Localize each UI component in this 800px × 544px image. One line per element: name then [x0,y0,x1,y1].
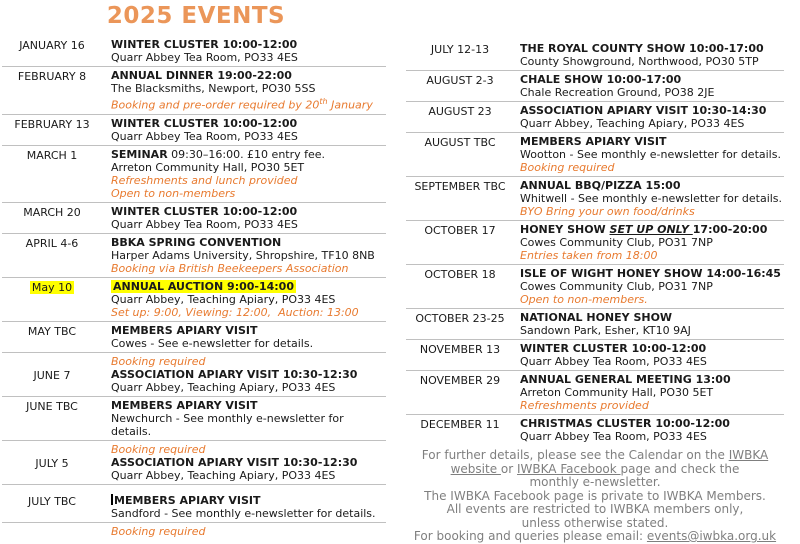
event-details [102,280,386,319]
footer-line: unless otherwise stated. [521,515,669,530]
event-details [102,324,386,350]
event-details [514,223,784,262]
event-date: NOVEMBER 13 [419,343,501,356]
event-title-emphasis: SET UP ONLY [609,223,693,236]
event-venue: Whitwell - See monthly e-newsletter for details. [520,192,783,205]
event-details [514,179,784,218]
footer-info [406,449,784,544]
event-date: SEPTEMBER TBC [414,180,506,193]
event-title: MEMBERS APIARY VISIT [111,398,258,412]
event-venue: Arreton Community Hall, PO30 5ET [111,160,305,174]
event-row-august-tbc [406,132,784,176]
event-details [102,456,386,482]
highlighted-date: May 10 [31,280,73,294]
footer-text: For further details, please see the Calendar on the [421,448,729,462]
event-row-august-2-3 [406,70,784,101]
event-details [102,236,386,275]
event-date: JULY 5 [35,456,69,470]
event-date [2,280,102,319]
event-details [514,373,784,412]
event-venue: Newchurch - See monthly e-newsletter for details. [111,411,344,438]
iwbka-website-link[interactable]: website [450,461,501,476]
event-title-detail: 09:30–16:00. £10 entry fee. [167,147,326,161]
event-details [102,205,386,231]
event-note: Booking required [520,161,615,174]
event-date: AUGUST 2-3 [426,74,494,87]
event-details [102,69,386,112]
event-title: ISLE OF WIGHT HONEY SHOW 14:00-16:45 [520,267,781,280]
event-date: OCTOBER 17 [424,224,496,237]
event-venue: Cowes - See e-newsletter for details. [111,336,314,350]
event-title-text: 17:00-20:00 [692,223,768,236]
event-date: FEBRUARY 13 [14,117,90,131]
event-venue: Arreton Community Hall, PO30 5ET [520,386,714,399]
event-date: FEBRUARY 8 [17,70,87,83]
event-row-july-12-13 [406,40,784,70]
event-details [102,368,386,394]
event-title [520,223,784,236]
event-title [111,280,386,293]
event-row-september-tbc [406,176,784,220]
event-date: JULY TBC [28,494,76,508]
event-date: JUNE TBC [26,399,78,413]
event-note: Open to non-members [111,186,236,200]
event-note: Refreshments and lunch provided [111,173,298,187]
note-text: January [327,98,373,112]
event-venue: Cowes Community Club, PO31 7NP [520,280,713,293]
event-details [102,38,386,64]
event-title: MEMBERS APIARY VISIT [520,135,667,148]
event-row-october-18 [406,264,784,308]
event-note-overflow: Booking required [2,522,386,540]
event-row-august-23 [406,101,784,132]
event-date: AUGUST TBC [424,136,496,149]
event-venue: County Showground, Northwood, PO30 5TP [520,55,759,68]
event-date: OCTOBER 18 [424,268,496,281]
events-column-right [406,40,784,544]
event-title: MEMBERS APIARY VISIT [111,323,258,337]
email-link[interactable]: events@iwbka.org.uk [646,529,777,543]
events-column-left [2,36,386,540]
event-title: WINTER CLUSTER 10:00-12:00 [111,204,298,218]
event-venue: Quarr Abbey Tea Room, PO33 4ES [520,355,707,368]
event-title: WINTER CLUSTER 10:00-12:00 [520,342,707,355]
event-title: WINTER CLUSTER 10:00-12:00 [111,116,298,130]
event-venue: Wootton - See monthly e-newsletter for details. [520,148,781,161]
footer-line [406,449,784,463]
event-row-july-5 [2,440,386,484]
event-title: ASSOCIATION APIARY VISIT 10:30-12:30 [111,367,358,381]
event-title [111,148,386,161]
footer-line [406,463,784,477]
event-row-december-11 [406,414,784,445]
event-venue: Quarr Abbey, Teaching Apiary, PO33 4ES [111,292,336,306]
event-date: JANUARY 16 [19,39,85,52]
event-title: WINTER CLUSTER 10:00-12:00 [111,38,298,51]
event-date: APRIL 4-6 [25,236,79,250]
event-details [102,117,386,143]
event-details [514,135,784,174]
event-date: MAY TBC [27,324,77,338]
event-row-may-10 [2,277,386,321]
note-text: Booking and pre-order required by 20 [111,98,320,112]
iwbka-website-link[interactable]: IWBKA [728,448,769,462]
footer-line: All events are restricted to IWBKA members only, [446,502,744,516]
event-details [514,73,784,99]
event-title: BBKA SPRING CONVENTION [111,235,282,249]
event-row-april-4-6 [2,233,386,277]
event-date: NOVEMBER 29 [419,374,501,387]
event-details [514,267,784,306]
footer-text: or [500,461,518,476]
event-venue: Quarr Abbey Tea Room, PO33 4ES [111,217,298,231]
event-venue: Quarr Abbey Tea Room, PO33 4ES [111,129,298,143]
event-note: BYO Bring your own food/drinks [520,205,695,218]
event-row-february-13 [2,114,386,145]
event-title: ANNUAL DINNER 19:00-22:00 [111,69,292,82]
event-title-text: MEMBERS APIARY VISIT [114,493,261,507]
event-row-november-13 [406,339,784,370]
event-row-october-17 [406,220,784,264]
note-superscript: th [319,97,328,106]
event-row-march-1 [2,145,386,202]
event-venue: The Blacksmiths, Newport, PO30 5SS [111,82,316,95]
page-title: 2025 EVENTS [106,3,286,29]
event-title: THE ROYAL COUNTY SHOW 10:00-17:00 [520,42,764,55]
event-row-july-tbc [2,484,386,522]
event-title: ANNUAL GENERAL MEETING 13:00 [520,373,731,386]
event-details [514,42,784,68]
event-venue: Quarr Abbey Tea Room, PO33 4ES [520,430,707,443]
event-note: Set up: 9:00, Viewing: 12:00, Auction: 13:00 [111,305,359,319]
event-venue: Quarr Abbey Tea Room, PO33 4ES [111,51,298,64]
event-title: CHRISTMAS CLUSTER 10:00-12:00 [520,417,730,430]
event-note [111,95,386,112]
footer-text: page and check the [620,461,740,476]
event-details [102,399,386,438]
event-note: Open to non-members. [520,293,648,306]
event-details [514,311,784,337]
event-row-march-20 [2,202,386,233]
event-date: MARCH 1 [26,148,78,162]
event-details [102,494,386,520]
event-row-november-29 [406,370,784,414]
event-title: ANNUAL BBQ/PIZZA 15:00 [520,179,681,192]
event-venue: Sandown Park, Esher, KT10 9AJ [520,324,691,337]
event-row-june-tbc [2,396,386,440]
event-row-october-23-25 [406,308,784,339]
event-title: NATIONAL HONEY SHOW [520,311,673,324]
event-note: Booking via British Beekeepers Association [111,261,349,275]
event-title: CHALE SHOW 10:00-17:00 [520,73,682,86]
event-venue: Sandford - See monthly e-newsletter for details. [111,506,376,520]
event-venue: Quarr Abbey, Teaching Apiary, PO33 4ES [111,380,336,394]
event-venue: Harper Adams University, Shropshire, TF10 8NB [111,248,375,262]
event-details [102,148,386,200]
event-row-june-7 [2,352,386,396]
event-title-bold: SEMINAR [111,147,168,161]
footer-line: monthly e-newsletter. [529,475,661,489]
event-note: Refreshments provided [520,399,649,412]
event-venue: Cowes Community Club, PO31 7NP [520,236,713,249]
event-note-overflow: Booking required [111,442,206,456]
event-date: AUGUST 23 [428,105,492,118]
event-date: JUNE 7 [33,368,71,382]
event-title: ASSOCIATION APIARY VISIT 10:30-12:30 [111,455,358,469]
event-venue: Chale Recreation Ground, PO38 2JE [520,86,715,99]
footer-text: For booking and queries please email: [413,529,647,543]
event-row-january-16 [2,36,386,66]
event-date: MARCH 20 [23,205,81,219]
highlighted-title: ANNUAL AUCTION 9:00-14:00 [113,279,294,293]
event-title-text: HONEY SHOW [520,223,610,236]
event-details [514,342,784,368]
event-row-may-tbc [2,321,386,352]
text-cursor [111,494,113,505]
event-note-overflow: Booking required [111,354,206,368]
event-details [514,104,784,130]
event-venue: Quarr Abbey, Teaching Apiary, PO33 4ES [520,117,745,130]
iwbka-facebook-link[interactable]: IWBKA Facebook [517,461,621,476]
footer-line: The IWBKA Facebook page is private to IWBKA Members. [424,488,766,503]
event-date: JULY 12-13 [430,43,490,56]
event-date: OCTOBER 23-25 [415,312,505,325]
event-details [514,417,784,443]
event-title [111,494,386,507]
event-date: DECEMBER 11 [420,418,500,431]
event-note: Entries taken from 18:00 [520,249,658,262]
event-venue: Quarr Abbey, Teaching Apiary, PO33 4ES [111,468,336,482]
event-title: ASSOCIATION APIARY VISIT 10:30-14:30 [520,104,767,117]
event-row-february-8 [2,66,386,114]
